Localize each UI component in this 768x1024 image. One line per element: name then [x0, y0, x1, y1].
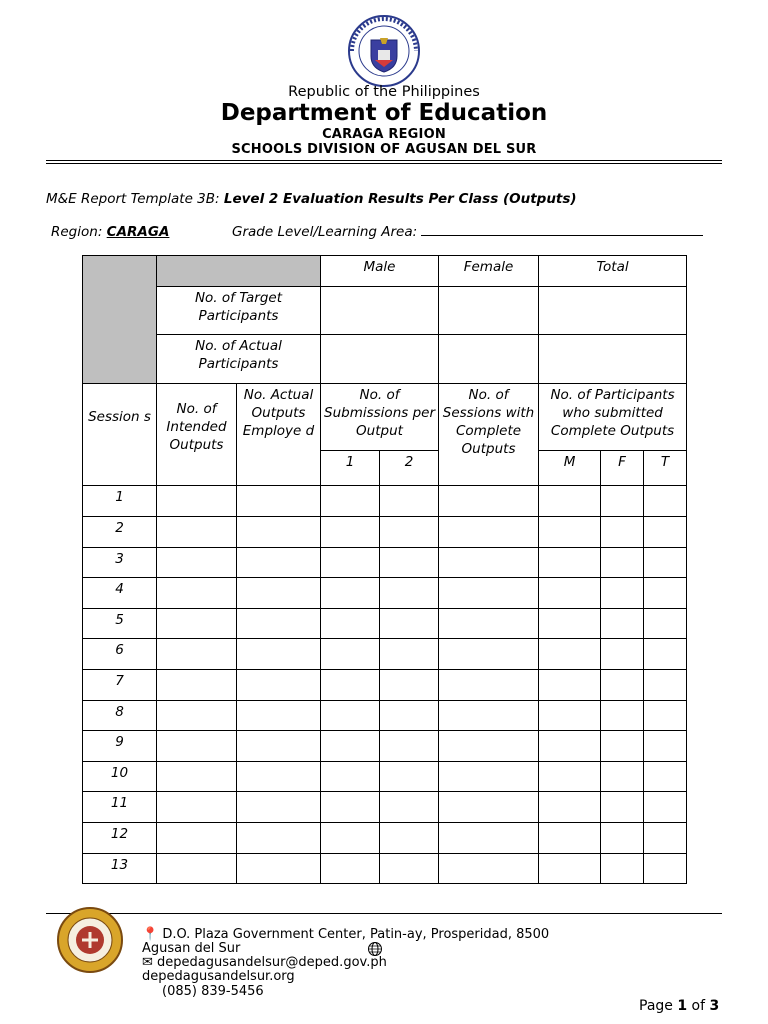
submission-col-1: 1: [321, 451, 380, 486]
page-label: Page: [639, 998, 678, 1014]
entry-cell[interactable]: [644, 547, 687, 578]
participants-f-header: F: [601, 451, 644, 486]
entry-cell[interactable]: [321, 578, 380, 609]
entry-cell[interactable]: [539, 486, 601, 517]
region-line: [51, 224, 169, 240]
footer-address-line1: 📍 D.O. Plaza Government Center, Patin-ay, Prosperidad, 8500: [142, 927, 550, 942]
entry-cell[interactable]: [439, 761, 539, 792]
header-divider-second: [46, 163, 722, 164]
entry-cell[interactable]: [644, 822, 687, 853]
actual-male-cell[interactable]: [321, 335, 439, 384]
grade-level-label: Grade Level/Learning Area:: [232, 224, 422, 240]
entry-cell[interactable]: [157, 517, 237, 548]
entry-cell[interactable]: [601, 486, 644, 517]
intended-outputs-header: No. of Intended Outputs: [157, 384, 237, 486]
entry-cell[interactable]: [601, 639, 644, 670]
table-row: [83, 792, 687, 823]
entry-cell[interactable]: [539, 792, 601, 823]
entry-cell[interactable]: [439, 700, 539, 731]
entry-cell[interactable]: [439, 517, 539, 548]
entry-cell[interactable]: [601, 578, 644, 609]
entry-cell[interactable]: [237, 853, 321, 884]
table-row: [83, 761, 687, 792]
department-title: Department of Education: [220, 100, 548, 126]
session-number: 13: [83, 853, 157, 884]
entry-cell[interactable]: [644, 669, 687, 700]
entry-cell[interactable]: [380, 639, 439, 670]
entry-cell[interactable]: [321, 517, 380, 548]
entry-cell[interactable]: [644, 608, 687, 639]
entry-cell[interactable]: [321, 731, 380, 762]
entry-cell[interactable]: [237, 792, 321, 823]
entry-cell[interactable]: [601, 547, 644, 578]
entry-cell[interactable]: [439, 639, 539, 670]
entry-cell[interactable]: [644, 792, 687, 823]
entry-cell[interactable]: [237, 669, 321, 700]
target-total-cell[interactable]: [539, 287, 687, 335]
entry-cell[interactable]: [157, 761, 237, 792]
entry-cell[interactable]: [380, 486, 439, 517]
entry-cell[interactable]: [321, 608, 380, 639]
session-number: 2: [83, 517, 157, 548]
entry-cell[interactable]: [439, 578, 539, 609]
footer-email[interactable]: ✉ depedagusandelsur@deped.gov.ph: [142, 955, 387, 970]
evaluation-table: [82, 255, 687, 884]
division-heading: SCHOOLS DIVISION OF AGUSAN DEL SUR: [231, 142, 537, 157]
entry-cell[interactable]: [237, 578, 321, 609]
entry-cell[interactable]: [644, 486, 687, 517]
template-title: Level 2 Evaluation Results Per Class (Outputs): [223, 191, 577, 207]
entry-cell[interactable]: [439, 731, 539, 762]
total-header: Total: [539, 256, 687, 287]
entry-cell[interactable]: [439, 792, 539, 823]
entry-cell[interactable]: [157, 700, 237, 731]
entry-cell[interactable]: [644, 700, 687, 731]
shaded-header-cell: [157, 256, 321, 287]
entry-cell[interactable]: [539, 731, 601, 762]
entry-cell[interactable]: [644, 578, 687, 609]
actual-outputs-header: No. Actual Outputs Employe d: [237, 384, 321, 486]
submission-col-2: 2: [380, 451, 439, 486]
template-label: M&E Report Template 3B:: [46, 191, 224, 207]
entry-cell[interactable]: [157, 853, 237, 884]
male-header: Male: [321, 256, 439, 287]
division-seal-icon: [52, 906, 128, 974]
session-number: 7: [83, 669, 157, 700]
table-row: [83, 639, 687, 670]
entry-cell[interactable]: [439, 486, 539, 517]
table-row: [83, 853, 687, 884]
session-number: 5: [83, 608, 157, 639]
grade-level-line: [232, 224, 703, 240]
entry-cell[interactable]: [601, 608, 644, 639]
entry-cell[interactable]: [601, 731, 644, 762]
shaded-corner-cell: [83, 256, 157, 384]
entry-cell[interactable]: [601, 517, 644, 548]
session-number: 11: [83, 792, 157, 823]
entry-cell[interactable]: [321, 792, 380, 823]
session-number: 8: [83, 700, 157, 731]
entry-cell[interactable]: [157, 669, 237, 700]
entry-cell[interactable]: [237, 639, 321, 670]
female-header: Female: [439, 256, 539, 287]
session-rows: [83, 486, 687, 884]
entry-cell[interactable]: [321, 669, 380, 700]
entry-cell[interactable]: [380, 792, 439, 823]
entry-cell[interactable]: [237, 547, 321, 578]
entry-cell[interactable]: [380, 578, 439, 609]
entry-cell[interactable]: [539, 700, 601, 731]
entry-cell[interactable]: [380, 669, 439, 700]
participants-t-header: T: [644, 451, 687, 486]
entry-cell[interactable]: [439, 853, 539, 884]
table-row: [83, 669, 687, 700]
table-row: [83, 731, 687, 762]
entry-cell[interactable]: [321, 853, 380, 884]
entry-cell[interactable]: [237, 700, 321, 731]
session-number: 6: [83, 639, 157, 670]
entry-cell[interactable]: [157, 639, 237, 670]
entry-cell[interactable]: [539, 578, 601, 609]
entry-cell[interactable]: [439, 547, 539, 578]
entry-cell[interactable]: [380, 608, 439, 639]
table-row: [83, 578, 687, 609]
entry-cell[interactable]: [601, 700, 644, 731]
entry-cell[interactable]: [539, 639, 601, 670]
entry-cell[interactable]: [439, 822, 539, 853]
footer-divider: [46, 913, 722, 914]
grade-level-blank[interactable]: [421, 224, 703, 236]
entry-cell[interactable]: [644, 639, 687, 670]
entry-cell[interactable]: [539, 761, 601, 792]
participants-complete-header: No. of Participants who submitted Complete Outputs: [539, 384, 687, 451]
entry-cell[interactable]: [644, 517, 687, 548]
footer-phone: (085) 839-5456: [162, 984, 264, 999]
entry-cell[interactable]: [237, 608, 321, 639]
sessions-header: Session s: [83, 384, 157, 486]
session-number: 12: [83, 822, 157, 853]
actual-participants-label: No. of Actual Participants: [157, 335, 321, 384]
session-number: 4: [83, 578, 157, 609]
entry-cell[interactable]: [237, 486, 321, 517]
session-number: 9: [83, 731, 157, 762]
entry-cell[interactable]: [157, 822, 237, 853]
table-row: [83, 486, 687, 517]
entry-cell[interactable]: [601, 669, 644, 700]
entry-cell[interactable]: [380, 761, 439, 792]
entry-cell[interactable]: [644, 761, 687, 792]
entry-cell[interactable]: [321, 639, 380, 670]
entry-cell[interactable]: [601, 761, 644, 792]
entry-cell[interactable]: [539, 517, 601, 548]
participants-m-header: M: [539, 451, 601, 486]
table-row: [83, 700, 687, 731]
entry-cell[interactable]: [321, 700, 380, 731]
entry-cell[interactable]: [539, 853, 601, 884]
entry-cell[interactable]: [321, 761, 380, 792]
region-heading: CARAGA REGION: [322, 127, 446, 142]
entry-cell[interactable]: [157, 792, 237, 823]
table-row: [83, 608, 687, 639]
target-female-cell[interactable]: [439, 287, 539, 335]
entry-cell[interactable]: [380, 547, 439, 578]
report-title-line: [46, 191, 577, 207]
deped-seal-icon: [344, 14, 424, 88]
entry-cell[interactable]: [439, 669, 539, 700]
entry-cell[interactable]: [380, 517, 439, 548]
entry-cell[interactable]: [539, 669, 601, 700]
entry-cell[interactable]: [321, 822, 380, 853]
entry-cell[interactable]: [380, 822, 439, 853]
entry-cell[interactable]: [157, 608, 237, 639]
region-label: Region:: [51, 224, 107, 240]
page-current: 1: [677, 998, 688, 1014]
target-male-cell[interactable]: [321, 287, 439, 335]
complete-sessions-header: No. of Sessions with Complete Outputs: [439, 384, 539, 486]
entry-cell[interactable]: [237, 731, 321, 762]
entry-cell[interactable]: [380, 700, 439, 731]
entry-cell[interactable]: [157, 578, 237, 609]
table-row: [83, 822, 687, 853]
entry-cell[interactable]: [601, 822, 644, 853]
table-row: [83, 517, 687, 548]
header-divider: [46, 160, 722, 161]
submissions-header: No. of Submissions per Output: [321, 384, 439, 451]
entry-cell[interactable]: [644, 731, 687, 762]
page-total: 3: [709, 998, 720, 1014]
page-of: of: [687, 998, 710, 1014]
session-number: 10: [83, 761, 157, 792]
entry-cell[interactable]: [539, 547, 601, 578]
entry-cell[interactable]: [237, 761, 321, 792]
entry-cell[interactable]: [157, 486, 237, 517]
entry-cell[interactable]: [380, 731, 439, 762]
entry-cell[interactable]: [157, 731, 237, 762]
region-value: CARAGA: [106, 224, 170, 240]
entry-cell[interactable]: [644, 853, 687, 884]
entry-cell[interactable]: [321, 547, 380, 578]
target-participants-label: No. of Target Participants: [157, 287, 321, 335]
footer-address-line2: Agusan del Sur: [142, 941, 241, 956]
entry-cell[interactable]: [439, 608, 539, 639]
actual-total-cell[interactable]: [539, 335, 687, 384]
entry-cell[interactable]: [601, 792, 644, 823]
entry-cell[interactable]: [539, 608, 601, 639]
session-number: 3: [83, 547, 157, 578]
session-number: 1: [83, 486, 157, 517]
footer-website[interactable]: depedagusandelsur.org: [142, 969, 295, 984]
entry-cell[interactable]: [601, 853, 644, 884]
entry-cell[interactable]: [380, 853, 439, 884]
table-row: [83, 547, 687, 578]
republic-heading: Republic of the Philippines: [288, 84, 480, 100]
entry-cell[interactable]: [157, 547, 237, 578]
entry-cell[interactable]: [321, 486, 380, 517]
entry-cell[interactable]: [539, 822, 601, 853]
entry-cell[interactable]: [237, 822, 321, 853]
page-number: [639, 998, 719, 1014]
actual-female-cell[interactable]: [439, 335, 539, 384]
entry-cell[interactable]: [237, 517, 321, 548]
